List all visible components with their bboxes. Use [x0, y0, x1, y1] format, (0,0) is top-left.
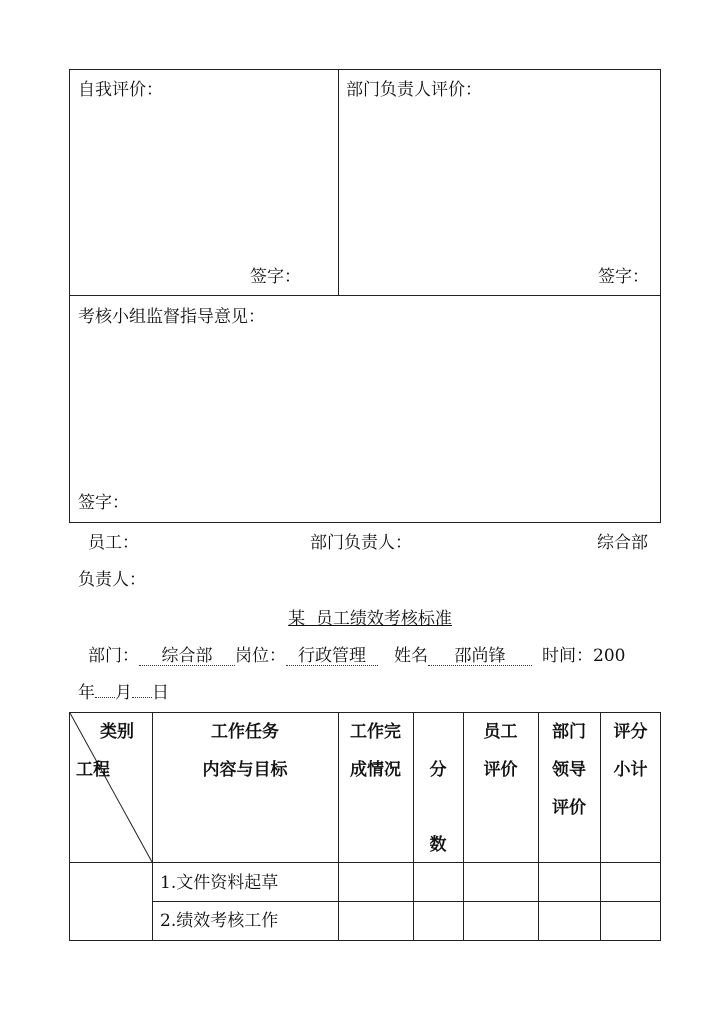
dept-head-sign-label: 签字： [598, 267, 649, 287]
group-opinion-label: 考核小组监督指导意见： [78, 307, 265, 327]
employee-signature-label: 员工： [88, 533, 139, 553]
position-value: 行政管理 [286, 647, 378, 666]
dept-head-evaluation-label: 部门负责人评价： [346, 80, 482, 100]
table-row-line [152, 901, 661, 902]
group-sign-label: 签字： [78, 493, 129, 513]
position-label: 岗位： [235, 646, 286, 666]
table-row-task: 1.文件资料起草 [160, 873, 279, 893]
day-blank [132, 697, 152, 698]
header-completion-line2: 成情况 [350, 760, 401, 780]
day-label: 日 [152, 683, 169, 703]
header-employee-eval-line2: 评价 [483, 760, 518, 780]
header-leader-eval-line1: 部门 [552, 722, 586, 742]
dept-label: 部门： [88, 646, 139, 666]
year-label: 年 [78, 683, 95, 703]
time-label: 时间：200 [542, 646, 626, 666]
evaluation-box [69, 69, 661, 523]
header-completion [338, 722, 413, 780]
standard-title: 某 员工绩效考核标准 [288, 609, 452, 629]
header-employee-eval [463, 722, 538, 780]
table-header-bottom-line [69, 862, 661, 863]
header-employee-eval-line1: 员工 [483, 722, 518, 742]
header-leader-eval [538, 722, 600, 818]
name-value: 邵尚锋 [428, 647, 532, 666]
month-blank [95, 697, 115, 698]
dept-value: 综合部 [139, 647, 235, 666]
header-score-line1: 分 [429, 760, 447, 780]
info-line [88, 646, 625, 666]
header-leader-eval-line3: 评价 [552, 798, 586, 818]
evaluation-divider-horizontal [69, 295, 661, 296]
name-label: 姓名 [394, 646, 428, 666]
header-task [152, 722, 338, 780]
self-evaluation-label: 自我评价： [78, 80, 163, 100]
header-task-line1: 工作任务 [211, 722, 279, 742]
dept-head-signature-label: 部门负责人： [310, 533, 412, 553]
header-score-line2: 数 [429, 835, 447, 855]
corner-label-project: 工程 [76, 760, 110, 780]
self-evaluation-sign-label: 签字： [250, 267, 301, 287]
corner-label-category: 类别 [100, 722, 134, 742]
responsible-person-label: 负责人： [78, 570, 146, 590]
month-label: 月 [115, 683, 132, 703]
header-subtotal-line2: 小计 [613, 760, 648, 780]
table-col-line [413, 712, 414, 941]
header-completion-line1: 工作完 [350, 722, 401, 742]
header-leader-eval-line2: 领导 [552, 760, 586, 780]
evaluation-divider-vertical [338, 69, 339, 296]
header-task-line2: 内容与目标 [202, 760, 288, 780]
header-subtotal-line1: 评分 [613, 722, 648, 742]
table-row-task: 2.绩效考核工作 [160, 911, 279, 931]
date-line [78, 683, 169, 703]
general-dept-signature-label: 综合部 [597, 533, 648, 553]
header-subtotal [600, 722, 661, 780]
